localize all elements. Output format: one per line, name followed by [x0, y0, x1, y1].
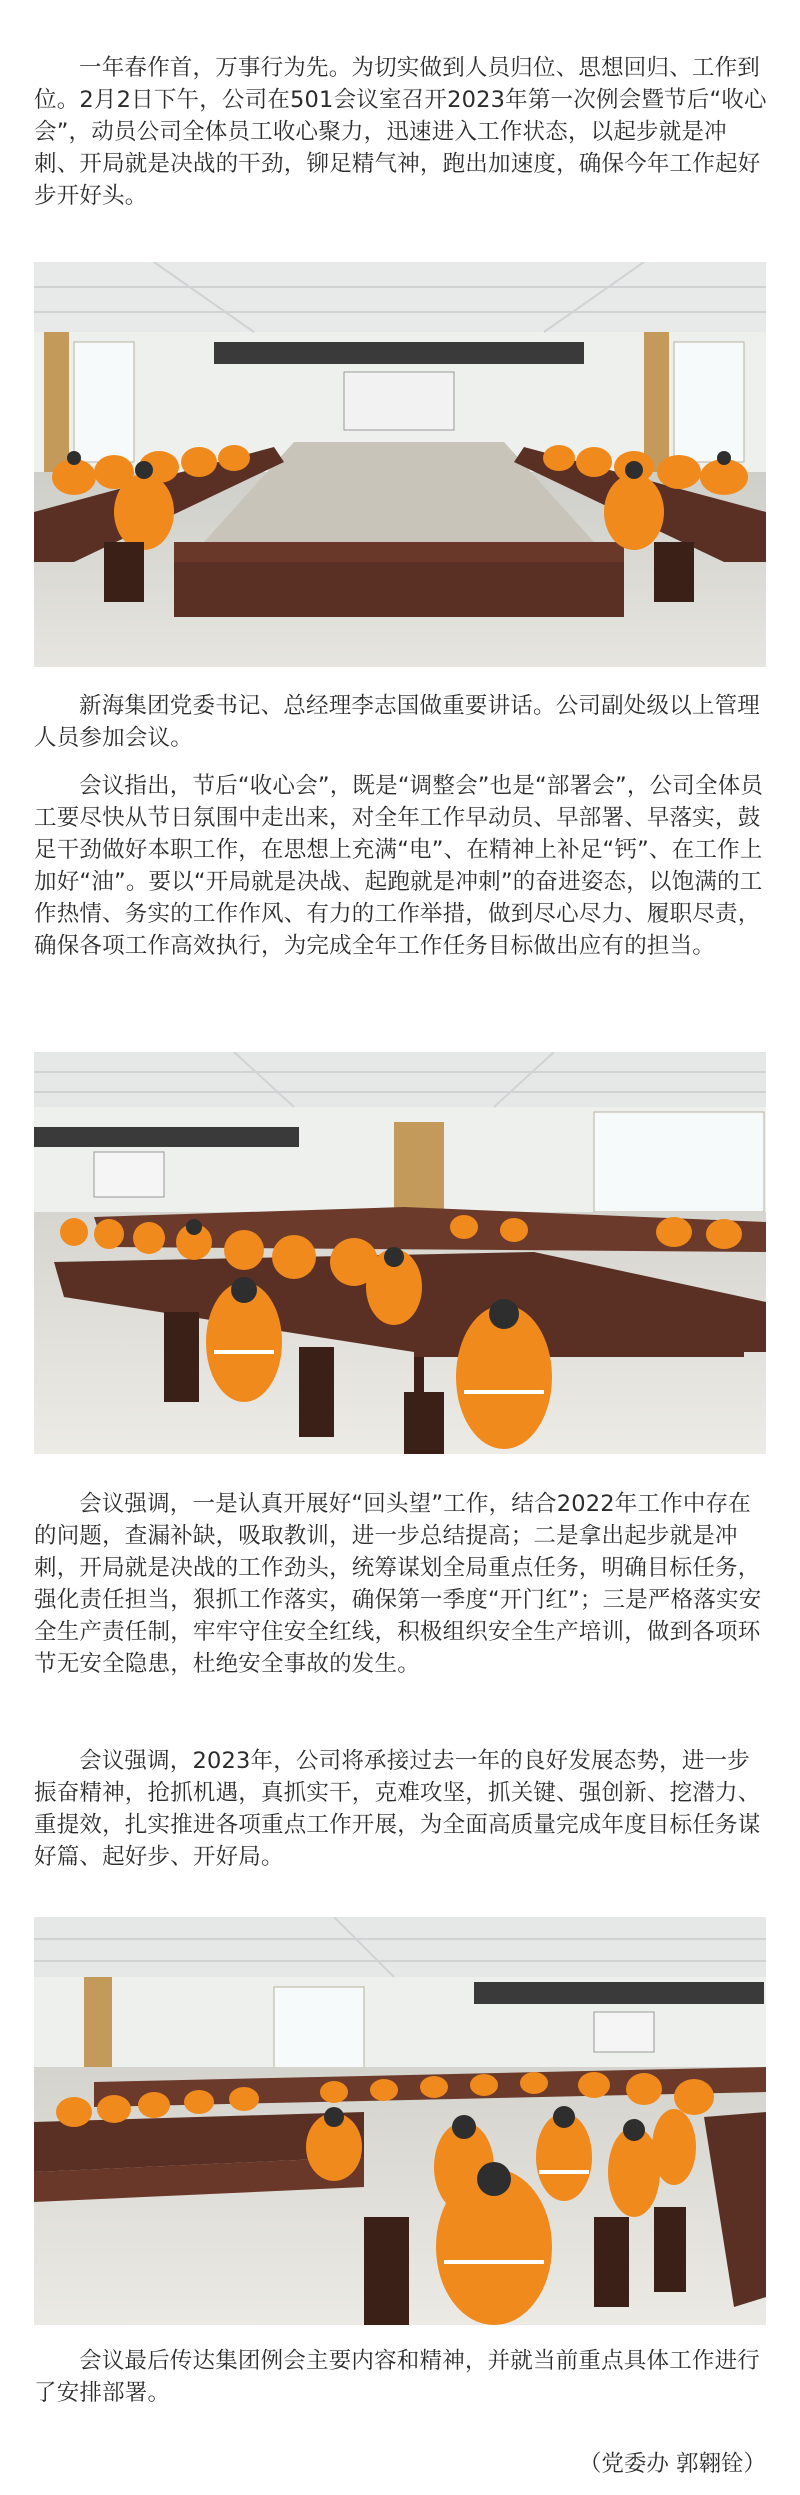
meeting-photo-1: [34, 262, 766, 667]
paragraph-emphasis-1: 会议强调，一是认真开展好“回头望”工作，结合2022年工作中存在的问题，查漏补缺，吸取教训，进一步总结提高；二是拿出起步就是冲刺，开局就是决战的工作劲头，统筹谋划全局重点任务，明确目标任务，强化责任担当，狠抓工作落实，确保第一季度“开门红”；三是严格落实安全生产责任制，牢牢守住安全红线，积极组织安全生产培训，做到各项环节无安全隐患，杜绝安全事故的发生。: [34, 1491, 762, 1677]
paragraph-meeting-points: 会议指出，节后“收心会”，既是“调整会”也是“部署会”，公司全体员工要尽快从节日氛围中走出来，对全年工作早动员、早部署、早落实，鼓足干劲做好本职工作，在思想上充满“电”、在精神上补足“钙”、在工作上加好“油”。要以“开局就是决战、起跑就是冲刺”的奋进姿态，以饱满的工作热情、务实的工作作风、有力的工作举措，做到尽心尽力、履职尽责，确保各项工作高效执行，为完成全年工作任务目标做出应有的担当。: [34, 773, 764, 959]
meeting-photo-2: [34, 1052, 766, 1454]
paragraph-closing: 会议最后传达集团例会主要内容和精神，并就当前重点具体工作进行了安排部署。: [34, 2348, 761, 2406]
paragraph-emphasis-2: 会议强调，2023年，公司将承接过去一年的良好发展态势，进一步振奋精神，抢抓机遇，真抓实干，克难攻坚，抓关键、强创新、挖潜力、重提效，扎实推进各项重点工作开展，为全面高质量完成年度目标任务谋好篇、起好步、开好局。: [34, 1748, 761, 1870]
paragraph-speech: 新海集团党委书记、总经理李志国做重要讲话。公司副处级以上管理人员参加会议。: [34, 693, 761, 751]
author-signature: （党委办 郭翱铨）: [578, 2451, 766, 2477]
paragraph-intro: 一年春作首，万事行为先。为切实做到人员归位、思想回归、工作到位。2月2日下午，公司在501会议室召开2023年第一次例会暨节后“收心会”，动员公司全体员工收心聚力，迅速进入工作状态，以起步就是冲刺、开局就是决战的干劲，铆足精气神，跑出加速度，确保今年工作起好步开好头。: [34, 55, 767, 209]
meeting-photo-3: [34, 1917, 766, 2325]
